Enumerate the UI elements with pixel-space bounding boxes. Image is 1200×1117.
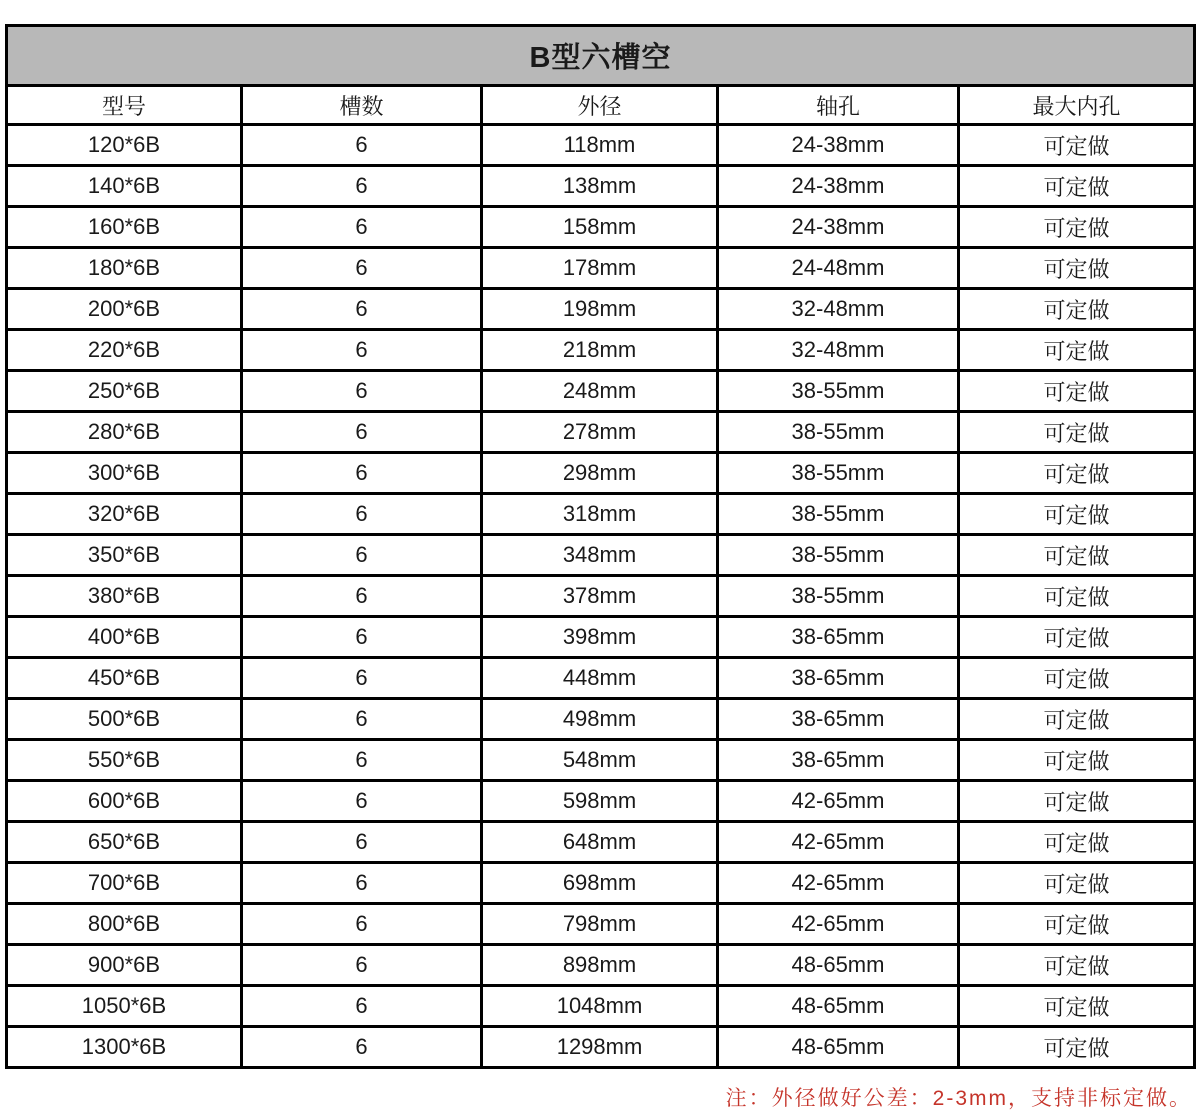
table-cell: 398mm [482,617,718,658]
table-cell: 24-38mm [718,166,959,207]
table-cell: 32-48mm [718,330,959,371]
table-row [7,822,1195,863]
table-row [7,863,1195,904]
table-cell: 6 [242,617,482,658]
table-row [7,1027,1195,1068]
table-cell: 378mm [482,576,718,617]
table-cell: 500*6B [7,699,242,740]
table-cell: 可定做 [959,453,1195,494]
table-cell: 220*6B [7,330,242,371]
table-cell: 可定做 [959,535,1195,576]
table-row [7,371,1195,412]
table-body [7,125,1195,1068]
table-cell: 318mm [482,494,718,535]
table-cell: 可定做 [959,822,1195,863]
table-cell: 38-55mm [718,371,959,412]
table-cell: 650*6B [7,822,242,863]
table-cell: 38-55mm [718,494,959,535]
table-row [7,494,1195,535]
table-cell: 可定做 [959,125,1195,166]
table-row [7,289,1195,330]
table-cell: 898mm [482,945,718,986]
table-cell: 32-48mm [718,289,959,330]
table-row [7,125,1195,166]
table-cell: 698mm [482,863,718,904]
table-cell: 可定做 [959,1027,1195,1068]
table-row [7,207,1195,248]
table-row [7,781,1195,822]
table-cell: 118mm [482,125,718,166]
table-cell: 600*6B [7,781,242,822]
table-row [7,904,1195,945]
table-cell: 180*6B [7,248,242,289]
table-cell: 278mm [482,412,718,453]
table-cell: 498mm [482,699,718,740]
table-cell: 6 [242,412,482,453]
table-cell: 450*6B [7,658,242,699]
table-cell: 648mm [482,822,718,863]
table-cell: 6 [242,904,482,945]
table-cell: 158mm [482,207,718,248]
table-cell: 6 [242,494,482,535]
table-cell: 可定做 [959,986,1195,1027]
table-cell: 250*6B [7,371,242,412]
table-cell: 6 [242,699,482,740]
table-cell: 178mm [482,248,718,289]
spec-table [5,24,1196,1069]
table-cell: 6 [242,658,482,699]
table-cell: 38-55mm [718,535,959,576]
table-cell: 598mm [482,781,718,822]
table-row [7,658,1195,699]
table-cell: 6 [242,945,482,986]
table-row [7,740,1195,781]
table-cell: 38-55mm [718,453,959,494]
table-cell: 42-65mm [718,781,959,822]
table-cell: 可定做 [959,617,1195,658]
table-cell: 可定做 [959,945,1195,986]
table-cell: 可定做 [959,371,1195,412]
table-cell: 280*6B [7,412,242,453]
table-cell: 6 [242,330,482,371]
table-cell: 24-38mm [718,125,959,166]
table-cell: 6 [242,576,482,617]
table-cell: 6 [242,125,482,166]
table-row [7,453,1195,494]
table-cell: 348mm [482,535,718,576]
table-cell: 6 [242,863,482,904]
table-cell: 138mm [482,166,718,207]
column-header: 外径 [482,86,718,125]
table-cell: 6 [242,740,482,781]
table-cell: 可定做 [959,904,1195,945]
table-cell: 24-38mm [718,207,959,248]
table-cell: 可定做 [959,412,1195,453]
table-cell: 6 [242,781,482,822]
table-cell: 可定做 [959,494,1195,535]
table-row [7,986,1195,1027]
column-header: 轴孔 [718,86,959,125]
table-cell: 198mm [482,289,718,330]
table-cell: 48-65mm [718,1027,959,1068]
table-cell: 6 [242,289,482,330]
table-cell: 6 [242,535,482,576]
table-cell: 可定做 [959,289,1195,330]
table-cell: 6 [242,822,482,863]
table-cell: 可定做 [959,248,1195,289]
table-cell: 24-48mm [718,248,959,289]
table-cell: 可定做 [959,166,1195,207]
table-title: B型六槽空 [7,26,1195,86]
table-cell: 6 [242,371,482,412]
table-row [7,699,1195,740]
table-cell: 6 [242,166,482,207]
table-cell: 6 [242,986,482,1027]
table-cell: 可定做 [959,699,1195,740]
table-row [7,535,1195,576]
table-cell: 298mm [482,453,718,494]
table-cell: 400*6B [7,617,242,658]
table-cell: 1300*6B [7,1027,242,1068]
table-cell: 448mm [482,658,718,699]
table-row [7,412,1195,453]
table-cell: 38-55mm [718,412,959,453]
table-cell: 300*6B [7,453,242,494]
table-cell: 800*6B [7,904,242,945]
table-cell: 42-65mm [718,863,959,904]
table-cell: 550*6B [7,740,242,781]
table-row [7,166,1195,207]
column-header: 槽数 [242,86,482,125]
table-cell: 798mm [482,904,718,945]
table-cell: 1298mm [482,1027,718,1068]
table-cell: 38-65mm [718,699,959,740]
table-cell: 可定做 [959,207,1195,248]
table-cell: 160*6B [7,207,242,248]
table-cell: 140*6B [7,166,242,207]
table-cell: 可定做 [959,576,1195,617]
table-cell: 38-65mm [718,740,959,781]
table-cell: 38-65mm [718,658,959,699]
table-cell: 1050*6B [7,986,242,1027]
footer-note: 注：外径做好公差：2-3mm，支持非标定做。 [725,1087,1192,1110]
table-cell: 120*6B [7,125,242,166]
table-cell: 42-65mm [718,904,959,945]
table-cell: 350*6B [7,535,242,576]
table-cell: 248mm [482,371,718,412]
table-cell: 700*6B [7,863,242,904]
header-row [7,86,1195,125]
title-row [7,26,1195,86]
table-cell: 900*6B [7,945,242,986]
table-cell: 38-55mm [718,576,959,617]
table-cell: 可定做 [959,863,1195,904]
table-row [7,617,1195,658]
table-cell: 6 [242,1027,482,1068]
table-cell: 38-65mm [718,617,959,658]
table-row [7,248,1195,289]
table-cell: 320*6B [7,494,242,535]
column-header: 型号 [7,86,242,125]
table-cell: 可定做 [959,658,1195,699]
column-header: 最大内孔 [959,86,1195,125]
table-row [7,576,1195,617]
table-row [7,330,1195,371]
table-cell: 200*6B [7,289,242,330]
table-cell: 380*6B [7,576,242,617]
table-cell: 218mm [482,330,718,371]
table-cell: 6 [242,207,482,248]
table-cell: 48-65mm [718,986,959,1027]
table-cell: 1048mm [482,986,718,1027]
table-cell: 可定做 [959,740,1195,781]
table-cell: 6 [242,453,482,494]
table-row [7,945,1195,986]
table-cell: 548mm [482,740,718,781]
table-cell: 可定做 [959,330,1195,371]
table-cell: 可定做 [959,781,1195,822]
table-cell: 6 [242,248,482,289]
table-cell: 48-65mm [718,945,959,986]
table-cell: 42-65mm [718,822,959,863]
